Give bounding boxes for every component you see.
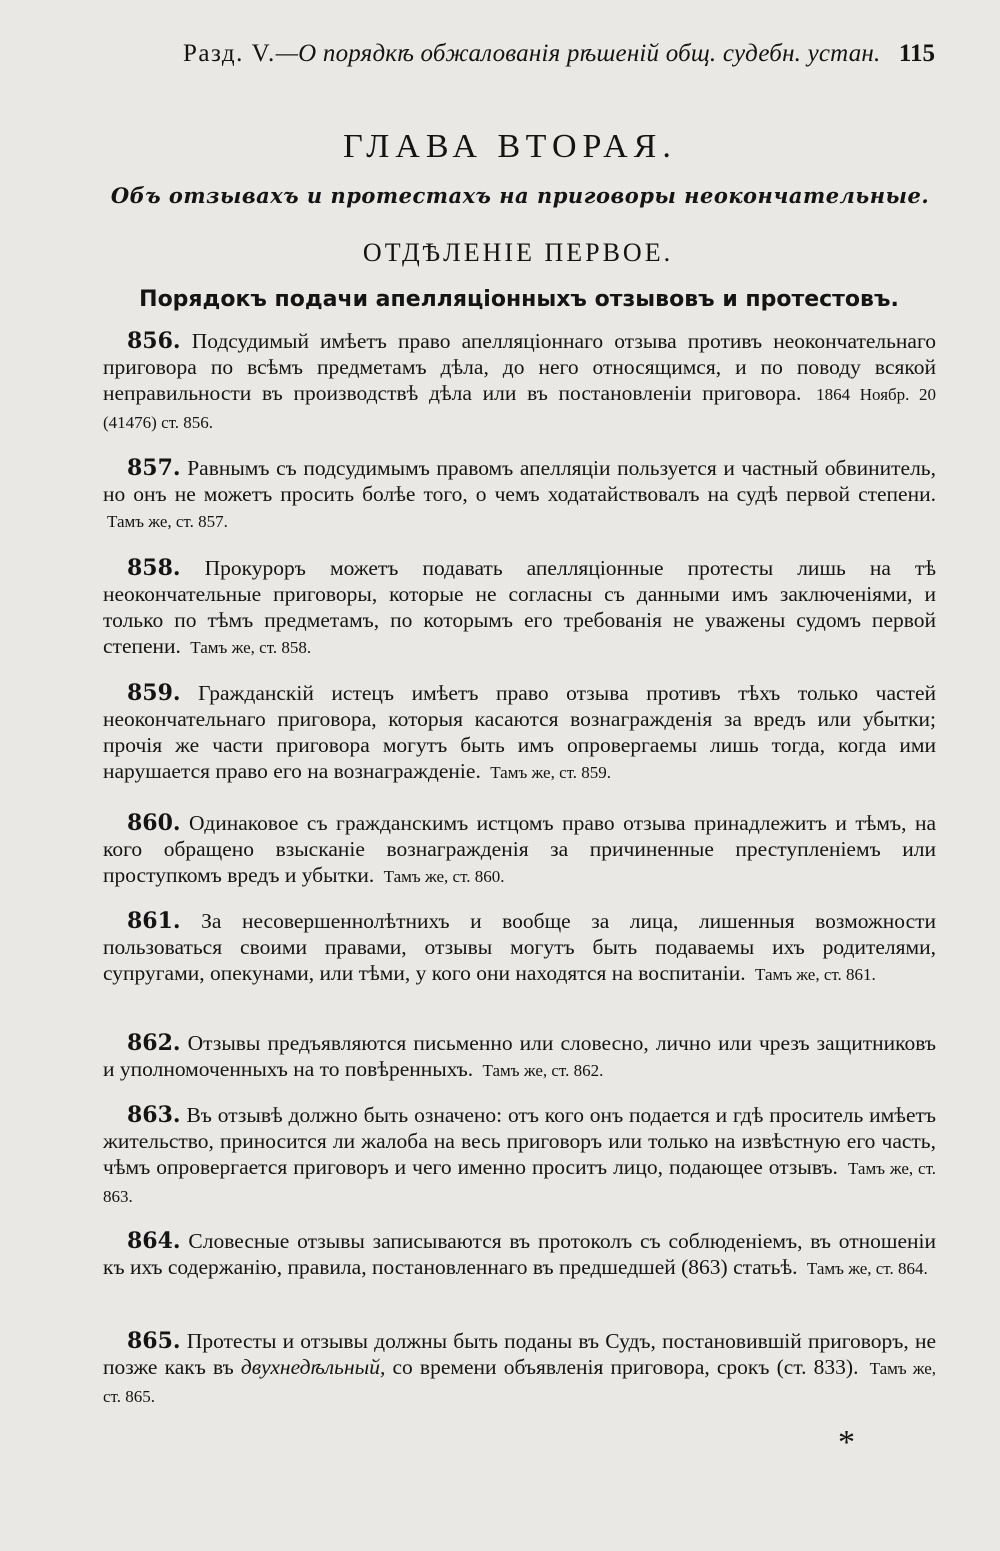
article-source: Тамъ же, ст. 863. bbox=[103, 1159, 936, 1206]
article-text-emphasis: двухнедѣльный, bbox=[240, 1355, 386, 1379]
running-title bbox=[183, 40, 880, 68]
article-857 bbox=[103, 455, 936, 535]
article-number: 856. bbox=[127, 328, 181, 354]
article-text: Въ отзывѣ должно быть означено: отъ кого онъ подается и гдѣ проситель имѣетъ жительство, приносится ли жалоба на весь приговоръ или только на извѣстную его часть, чѣмъ опровергается приговоръ и чего именно проситъ лицо, подающее отзывъ. bbox=[103, 1103, 937, 1179]
division-heading: Порядокъ подачи апелляціонныхъ отзывовъ и протестовъ. bbox=[139, 287, 899, 312]
article-860 bbox=[103, 810, 936, 890]
article-source: Тамъ же, ст. 857. bbox=[107, 512, 228, 531]
article-862 bbox=[103, 1030, 936, 1084]
article-text-start: Протесты и отзывы должны быть поданы въ Судъ, постановившій приговоръ, не позже какъ въ bbox=[103, 1329, 937, 1379]
article-number: 861. bbox=[127, 908, 181, 934]
article-number: 865. bbox=[127, 1328, 181, 1354]
article-text: Прокуроръ можетъ подавать апелляціонные протесты лишь на тѣ неокончательные приговоры, которые не согласны съ данными имъ заключеніями, и только по тѣмъ предметамъ, по которымъ его требованія не уважены судомъ первой степени. bbox=[103, 556, 936, 658]
article-source: Тамъ же, ст. 859. bbox=[490, 763, 612, 782]
article-number: 863. bbox=[127, 1102, 181, 1128]
section-label: Разд. V. bbox=[183, 40, 276, 67]
article-text: Подсудимый имѣетъ право апелляціоннаго отзыва противъ неокончательнаго приговора по всѣмъ предметамъ дѣла, до него относящимся, и по поводу всякой неправильности въ производствѣ дѣла или въ постановленіи приговора. bbox=[103, 329, 937, 405]
article-text: Одинаковое съ гражданскимъ истцомъ право отзыва принадлежитъ и тѣмъ, на кого обращено взысканіе вознагражденія за причиненные преступленіемъ или проступкомъ вредъ и убытки. bbox=[103, 811, 936, 887]
article-858 bbox=[103, 555, 936, 661]
running-header bbox=[183, 40, 935, 74]
article-text: Гражданскій истецъ имѣетъ право отзыва противъ тѣхъ только частей неокончательнаго приговора, которыя касаются вознагражденія за вредъ или убытки; прочія же части приговора могутъ быть имъ опровергаемы лишь тогда, когда ими нарушается право его на вознагражденіе. bbox=[103, 681, 936, 783]
chapter-subtitle: Объ отзывахъ и протестахъ на приговоры неокончательные. bbox=[110, 183, 930, 208]
chapter-title: ГЛАВА ВТОРАЯ. bbox=[343, 128, 677, 165]
article-text: Словесные отзывы записываются въ протоколъ съ соблюденіемъ, въ отношеніи къ ихъ содержанію, правила, постановленнаго въ предшедшей (863) статьѣ. bbox=[103, 1229, 936, 1279]
article-number: 862. bbox=[127, 1030, 181, 1056]
article-859 bbox=[103, 680, 936, 786]
article-text: Отзывы предъявляются письменно или словесно, лично или чрезъ защитниковъ и уполномоченныхъ на то повѣренныхъ. bbox=[103, 1031, 936, 1081]
article-text: За несовершеннолѣтнихъ и вообще за лица, лишенныя возможности пользоваться своими правами, отзывы могутъ быть подаваемы ихъ родителями, супругами, опекунами, или тѣми, у кого они находятся на воспитаніи. bbox=[103, 909, 937, 985]
article-source: Тамъ же, ст. 864. bbox=[806, 1259, 928, 1278]
article-source: 1864 Ноябр. 20 (41476) ст. 856. bbox=[103, 385, 937, 432]
article-source: Тамъ же, ст. 862. bbox=[482, 1061, 604, 1080]
article-source: Тамъ же, ст. 861. bbox=[754, 965, 876, 984]
article-number: 860. bbox=[127, 810, 181, 836]
running-title-text: —О порядкѣ обжалованія рѣшеній общ. судебн. устан. bbox=[275, 40, 881, 67]
article-source: Тамъ же, ст. 860. bbox=[383, 867, 505, 886]
article-861 bbox=[103, 908, 936, 988]
signature-mark: * bbox=[838, 1424, 855, 1461]
article-text-end: со времени объявленія приговора, срокъ (ст. 833). bbox=[392, 1355, 859, 1379]
article-source: Тамъ же, ст. 865. bbox=[103, 1359, 937, 1406]
article-number: 864. bbox=[127, 1228, 181, 1254]
article-source: Тамъ же, ст. 858. bbox=[190, 638, 312, 657]
article-text: Равнымъ съ подсудимымъ правомъ апелляціи пользуется и частный обвинитель, но онъ не можетъ просить болѣе того, о чемъ ходатайствовалъ на судѣ первой степени. bbox=[103, 456, 936, 506]
division-title: ОТДѢЛЕНІЕ ПЕРВОЕ. bbox=[362, 238, 674, 267]
page-number: 115 bbox=[898, 40, 935, 67]
article-number: 857. bbox=[127, 455, 181, 481]
article-865 bbox=[103, 1328, 936, 1410]
article-number: 859. bbox=[127, 680, 181, 706]
article-856 bbox=[103, 328, 936, 436]
article-number: 858. bbox=[127, 555, 181, 581]
article-863 bbox=[103, 1102, 936, 1210]
article-864 bbox=[103, 1228, 936, 1282]
